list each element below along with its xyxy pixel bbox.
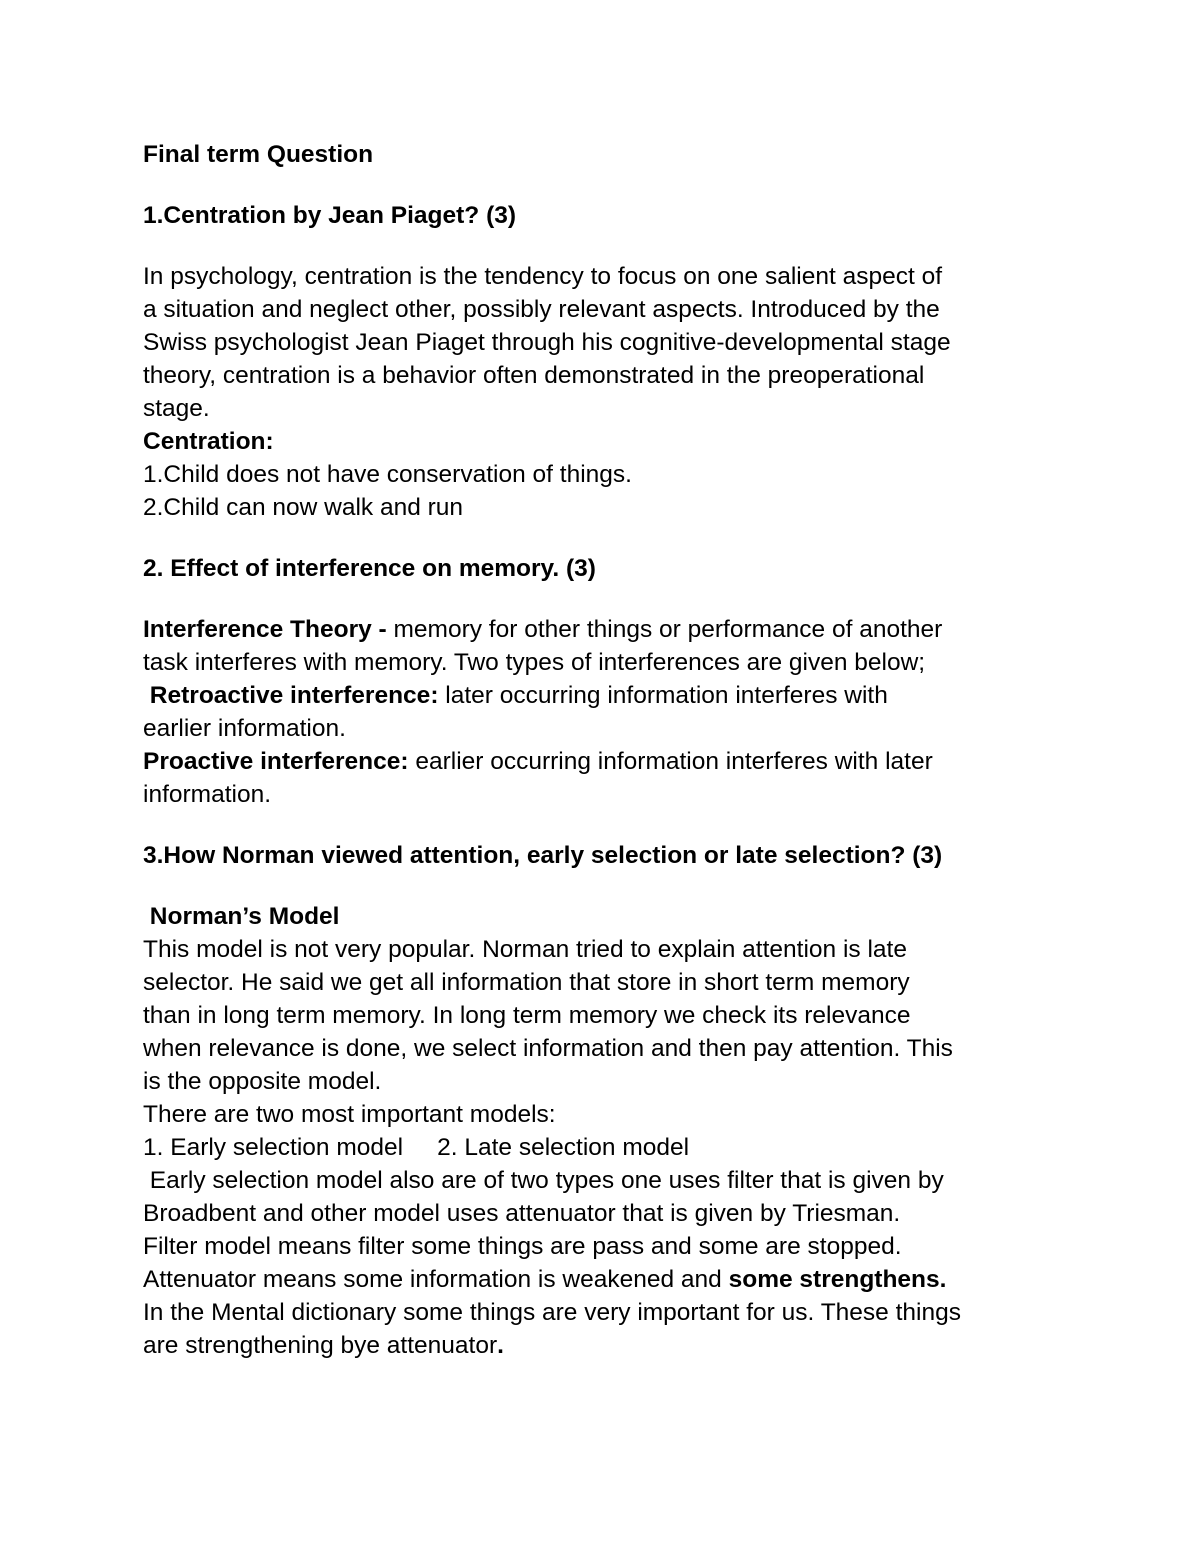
q3-body-line: than in long term memory. In long term memory we check its relevance [143,1002,911,1029]
spacer [143,171,1083,199]
question-3-heading: 3.How Norman viewed attention, early selection or late selection? (3) [143,842,943,869]
proactive-line: information. [143,781,272,808]
proactive-line [143,745,1083,778]
q3-body-line: There are two most important models: [143,1101,556,1128]
retroactive-label: Retroactive interference: [143,682,439,709]
spacer [143,811,1083,839]
retroactive-line: earlier information. [143,715,346,742]
proactive-text: earlier occurring information interferes with later [408,748,933,775]
q3-body-line: In the Mental dictionary some things are very important for us. These things [143,1299,961,1326]
document-title: Final term Question [143,141,374,168]
retroactive-text: later occurring information interferes with [438,682,888,709]
normans-model-subheading: Norman’s Model [143,903,340,930]
centration-list-item: 2.Child can now walk and run [143,494,464,521]
q3-body-line: is the opposite model. [143,1068,382,1095]
proactive-label: Proactive interference: [143,748,409,775]
last-line [143,1329,1083,1362]
interference-theory-text: memory for other things or performance of another [386,616,943,643]
last-text: are strengthening bye attenuator [143,1332,498,1359]
q1-paragraph-line: In psychology, centration is the tendency to focus on one salient aspect of [143,263,943,290]
q3-body-line: Early selection model also are of two types one uses filter that is given by [143,1167,944,1194]
centration-list-item: 1.Child does not have conservation of things. [143,461,632,488]
interference-theory-label: Interference Theory - [143,616,387,643]
q3-body-line: 1. Early selection model 2. Late selection model [143,1134,690,1161]
spacer [143,872,1083,900]
question-1-heading: 1.Centration by Jean Piaget? (3) [143,202,517,229]
last-bold: . [497,1332,504,1359]
centration-subheading: Centration: [143,428,274,455]
retroactive-line [143,679,1083,712]
spacer [143,524,1083,552]
interference-theory-line: task interferes with memory. Two types of interferences are given below; [143,649,926,676]
attenuator-line [143,1263,1083,1296]
attenuator-text: Attenuator means some information is weakened and [143,1266,729,1293]
q3-body-line: Broadbent and other model uses attenuator that is given by Triesman. [143,1200,901,1227]
q1-paragraph-line: stage. [143,395,210,422]
q3-body-line: selector. He said we get all information that store in short term memory [143,969,910,996]
q1-paragraph-line: Swiss psychologist Jean Piaget through his cognitive-developmental stage [143,329,951,356]
spacer [143,232,1083,260]
document-page [143,138,1083,1362]
q3-body-line: This model is not very popular. Norman tried to explain attention is late [143,936,907,963]
q3-body-line: Filter model means filter some things are pass and some are stopped. [143,1233,902,1260]
question-2-heading: 2. Effect of interference on memory. (3) [143,555,596,582]
q1-paragraph-line: theory, centration is a behavior often demonstrated in the preoperational [143,362,925,389]
spacer [143,585,1083,613]
q3-body-line: when relevance is done, we select information and then pay attention. This [143,1035,953,1062]
interference-theory-line [143,613,1083,646]
q1-paragraph-line: a situation and neglect other, possibly relevant aspects. Introduced by the [143,296,940,323]
attenuator-bold: some strengthens. [728,1266,947,1293]
